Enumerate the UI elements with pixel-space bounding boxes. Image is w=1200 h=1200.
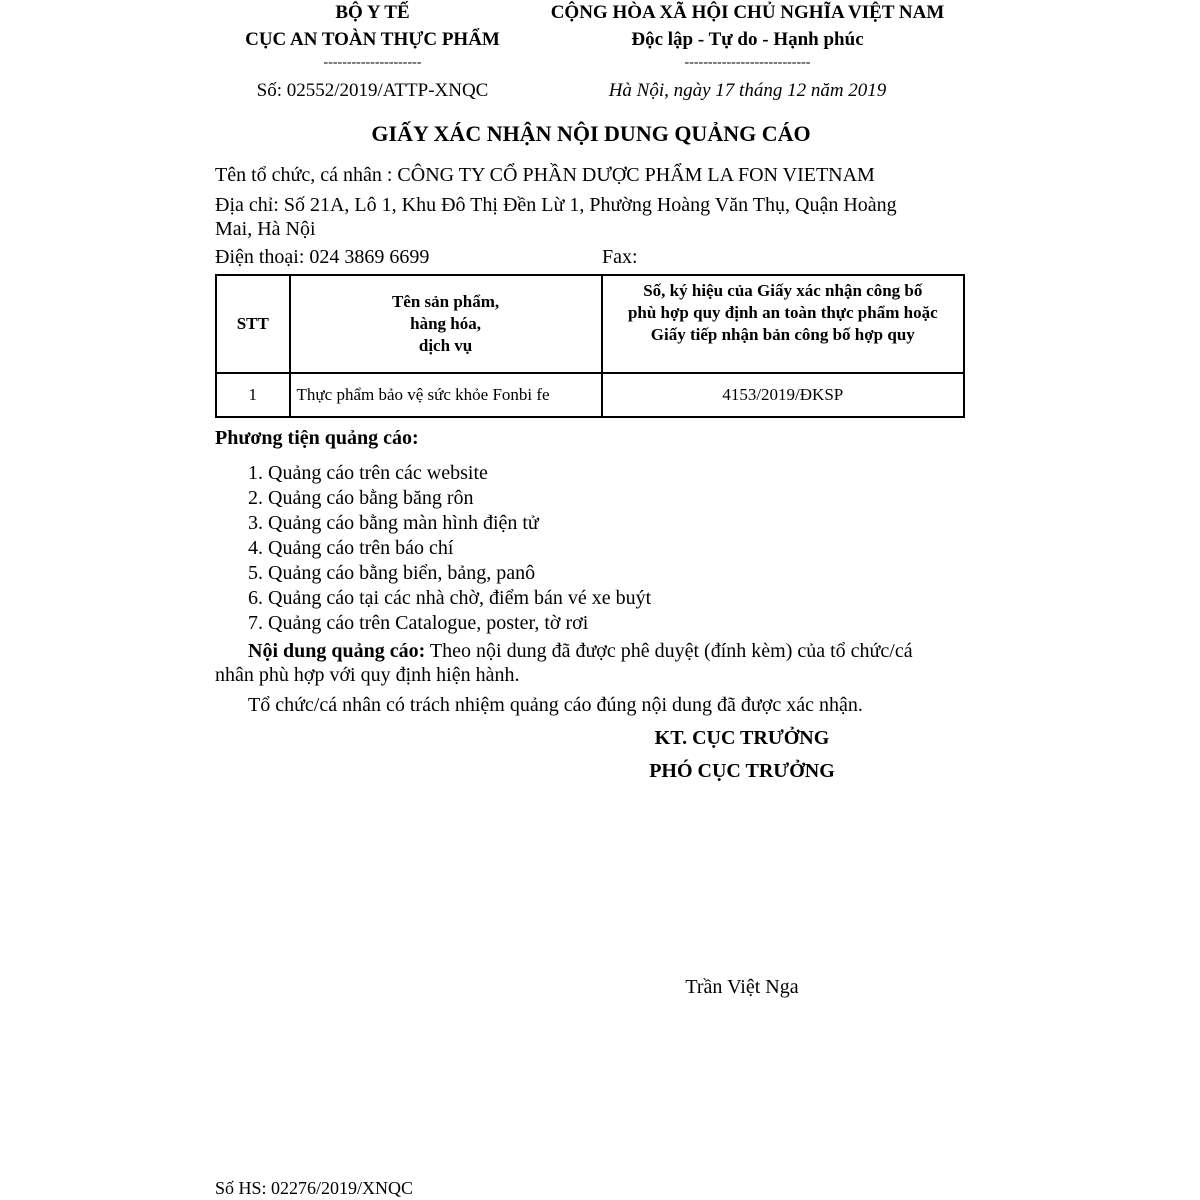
signature-title-2: PHÓ CỤC TRƯỞNG (649, 760, 835, 782)
phone-line: Điện thoại: 024 3869 6699 (215, 246, 430, 268)
fax-line: Fax: (602, 246, 638, 268)
media-list (248, 461, 968, 636)
header-product (290, 275, 602, 373)
agency-name: CỤC AN TOÀN THỰC PHẨM (245, 29, 500, 50)
file-number: Số HS: 02276/2019/XNQC (215, 1178, 414, 1198)
table-row (216, 373, 964, 417)
row-product: Thực phẩm bảo vệ sức khỏe Fonbi fe (290, 373, 602, 417)
table-header-row (216, 275, 964, 373)
media-heading: Phương tiện quảng cáo: (215, 427, 419, 449)
row-certificate: 4153/2019/ĐKSP (602, 373, 964, 417)
document-title: GIẤY XÁC NHẬN NỘI DUNG QUẢNG CÁO (371, 121, 811, 146)
header-product-line-3: dịch vụ (418, 336, 473, 355)
list-item: 4. Quảng cáo trên báo chí (248, 537, 454, 559)
content-text-1: Theo nội dung đã được phê duyệt (đính kèm) của tổ chức/cá (425, 640, 913, 662)
republic-name: CỘNG HÒA XÃ HỘI CHỦ NGHĨA VIỆT NAM (550, 2, 945, 23)
address-line-1: Địa chỉ: Số 21A, Lô 1, Khu Đô Thị Đền Lừ 1, Phường Hoàng Văn Thụ, Quận Hoàng (215, 194, 897, 216)
ministry-name: BỘ Y TẾ (335, 2, 410, 23)
document-number: Số: 02552/2019/ATTP-XNQC (256, 80, 489, 101)
place-date: Hà Nội, ngày 17 tháng 12 năm 2019 (608, 80, 887, 101)
header-certificate (602, 275, 964, 373)
content-line-1 (248, 639, 988, 663)
list-item: 1. Quảng cáo trên các website (248, 462, 488, 484)
national-motto: Độc lập - Tự do - Hạnh phúc (631, 29, 864, 50)
left-divider: --------------------- (323, 55, 422, 70)
header-product-line-1: Tên sản phẩm, (391, 292, 500, 311)
address-line-2: Mai, Hà Nội (215, 218, 316, 240)
header-product-line-2: hàng hóa, (410, 314, 481, 333)
list-item: 7. Quảng cáo trên Catalogue, poster, tờ rơi (248, 612, 589, 634)
content-line-2: nhân phù hợp với quy định hiện hành. (215, 664, 520, 686)
signature-title-1: KT. CỤC TRƯỞNG (654, 727, 830, 749)
header-stt: STT (216, 275, 290, 373)
list-item: 3. Quảng cáo bằng màn hình điện tử (248, 512, 539, 534)
list-item: 6. Quảng cáo tại các nhà chờ, điểm bán vé xe buýt (248, 587, 652, 609)
header-cert-line-2: phù hợp quy định an toàn thực phẩm hoặc (627, 303, 938, 322)
header-cert-line-1: Số, ký hiệu của Giấy xác nhận công bố (643, 281, 923, 300)
header-cert-line-3: Giấy tiếp nhận bản công bố hợp quy (650, 325, 915, 344)
product-table (215, 274, 965, 418)
content-label: Nội dung quảng cáo: (248, 640, 426, 662)
right-divider: --------------------------- (684, 55, 811, 70)
organization-line: Tên tổ chức, cá nhân : CÔNG TY CỔ PHẦN DƯỢC PHẨM LA FON VIETNAM (215, 164, 875, 186)
row-stt: 1 (216, 373, 290, 417)
list-item: 2. Quảng cáo bằng băng rôn (248, 487, 474, 509)
list-item: 5. Quảng cáo bằng biển, bảng, panô (248, 562, 536, 584)
responsibility-line: Tổ chức/cá nhân có trách nhiệm quảng cáo đúng nội dung đã được xác nhận. (248, 694, 863, 716)
signer-name: Trần Việt Nga (685, 976, 799, 998)
